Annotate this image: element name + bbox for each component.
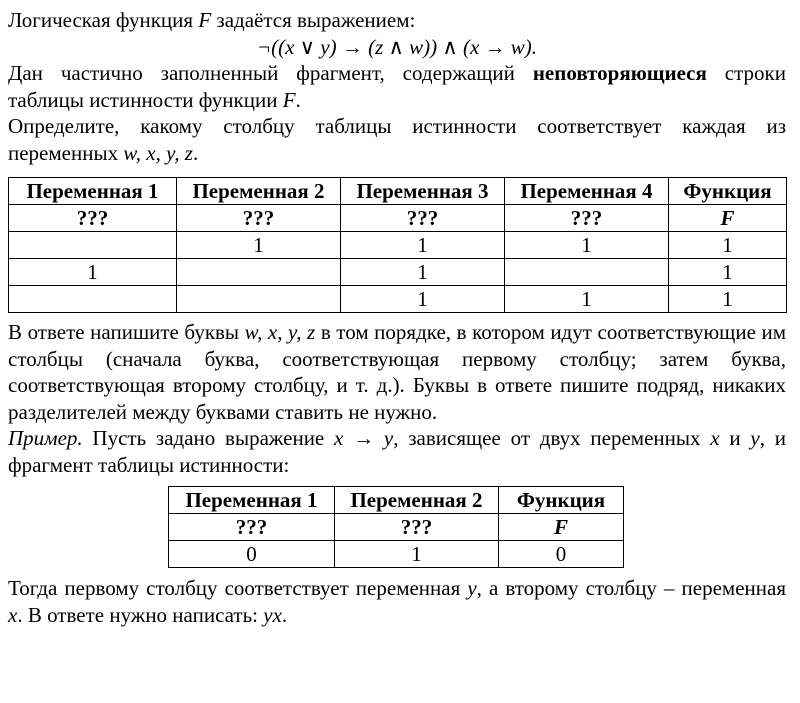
expression-text: ¬((x ∨ y) → (z ∧ w)) ∧ (x → w). — [256, 34, 538, 59]
table-cell: 1 — [341, 232, 505, 259]
conclusion-paragraph — [8, 575, 786, 628]
column-header: Переменная 4 — [505, 178, 669, 205]
table-row — [169, 541, 624, 568]
var-x: x — [8, 602, 18, 627]
truth-table — [8, 177, 787, 313]
conclusion-end: . — [281, 602, 288, 627]
example-expression: x → y — [334, 426, 394, 450]
conclusion-text-2: , а второму столбцу – переменная — [476, 576, 786, 600]
conclusion-text-3: . В ответе нужно написать: — [17, 602, 264, 627]
conjunction: и — [719, 426, 751, 450]
table-cell: ??? — [341, 205, 505, 232]
function-name: F — [198, 8, 212, 32]
function-name-2: F — [282, 87, 296, 112]
column-header: Переменная 1 — [169, 487, 335, 514]
given-paragraph — [8, 60, 786, 113]
example-text-2: , зависящее от двух переменных — [393, 426, 711, 450]
table-cell — [177, 259, 341, 286]
table-cell: ??? — [177, 205, 341, 232]
column-header: Функция — [669, 178, 787, 205]
table-cell: 1 — [9, 259, 177, 286]
column-header: Переменная 2 — [335, 487, 499, 514]
table-cell: 1 — [335, 541, 499, 568]
example-answer: yx — [263, 602, 282, 627]
column-header: Переменная 1 — [9, 178, 177, 205]
emphasis-word: неповторяющиеся — [532, 61, 707, 85]
table-cell: ??? — [335, 514, 499, 541]
given-text: Дан частично заполненный фрагмент, содержащий — [8, 61, 533, 85]
table-cell — [9, 286, 177, 313]
table-cell: 1 — [177, 232, 341, 259]
table-cell — [177, 286, 341, 313]
column-header: Функция — [499, 487, 624, 514]
table-cell: F — [499, 514, 624, 541]
table-cell: 1 — [341, 286, 505, 313]
table-cell: 0 — [169, 541, 335, 568]
column-header: Переменная 2 — [177, 178, 341, 205]
boolean-expression — [8, 34, 786, 61]
column-header: Переменная 3 — [341, 178, 505, 205]
given-text-2: строки таблицы истинности функции — [8, 61, 786, 112]
table-cell: ??? — [169, 514, 335, 541]
table-cell: ??? — [505, 205, 669, 232]
task-document — [8, 7, 786, 628]
table-cell: 1 — [669, 259, 787, 286]
example-label: Пример. — [8, 426, 83, 450]
unknown-variables-row — [9, 205, 787, 232]
var-y: y — [467, 576, 477, 600]
var-y: y — [750, 426, 760, 450]
table-cell: 1 — [505, 232, 669, 259]
question-paragraph — [8, 113, 786, 166]
instructions-text: В ответе напишите буквы — [8, 320, 245, 344]
example-paragraph — [8, 425, 786, 478]
question-text: Определите, какому столбцу таблицы истинности соответствует каждая из переменных — [8, 114, 786, 165]
example-text: Пусть задано выражение — [82, 426, 335, 450]
table-cell: ??? — [9, 205, 177, 232]
intro-line — [8, 7, 786, 34]
table-cell — [9, 232, 177, 259]
table-cell: F — [669, 205, 787, 232]
conclusion-text: Тогда первому столбцу соответствует переменная — [8, 576, 468, 600]
truth-table-header-row — [9, 178, 787, 205]
answer-instructions — [8, 319, 786, 425]
variable-list: w, x, y, z — [123, 140, 193, 165]
table-cell: 0 — [499, 541, 624, 568]
example-truth-table — [168, 486, 624, 568]
table-row — [9, 286, 787, 313]
table-cell: 1 — [669, 286, 787, 313]
table-cell: 1 — [341, 259, 505, 286]
instructions-text-2: в том порядке, в котором идут соответствующие им столбцы (сначала буква, соответствующая первому столбцу; затем буква, соответствующая второму столбцу, и т. д.). Буквы в ответе пишите подряд, никаких разделителей между буквами ставить не нужно. — [8, 320, 786, 424]
given-end: . — [295, 87, 301, 112]
table-cell: 1 — [669, 232, 787, 259]
example-header-row — [169, 487, 624, 514]
letters-list: w, x, y, z — [244, 320, 316, 344]
table-cell: 1 — [505, 286, 669, 313]
example-unknown-row — [169, 514, 624, 541]
table-cell — [505, 259, 669, 286]
intro-text-end: задаётся выражением: — [211, 8, 416, 32]
var-x: x — [710, 426, 720, 450]
table-row — [9, 232, 787, 259]
intro-text: Логическая функция — [8, 8, 199, 32]
table-row — [9, 259, 787, 286]
example-text-3: , и фрагмент таблицы истинности: — [8, 426, 786, 477]
question-end: . — [192, 140, 199, 165]
